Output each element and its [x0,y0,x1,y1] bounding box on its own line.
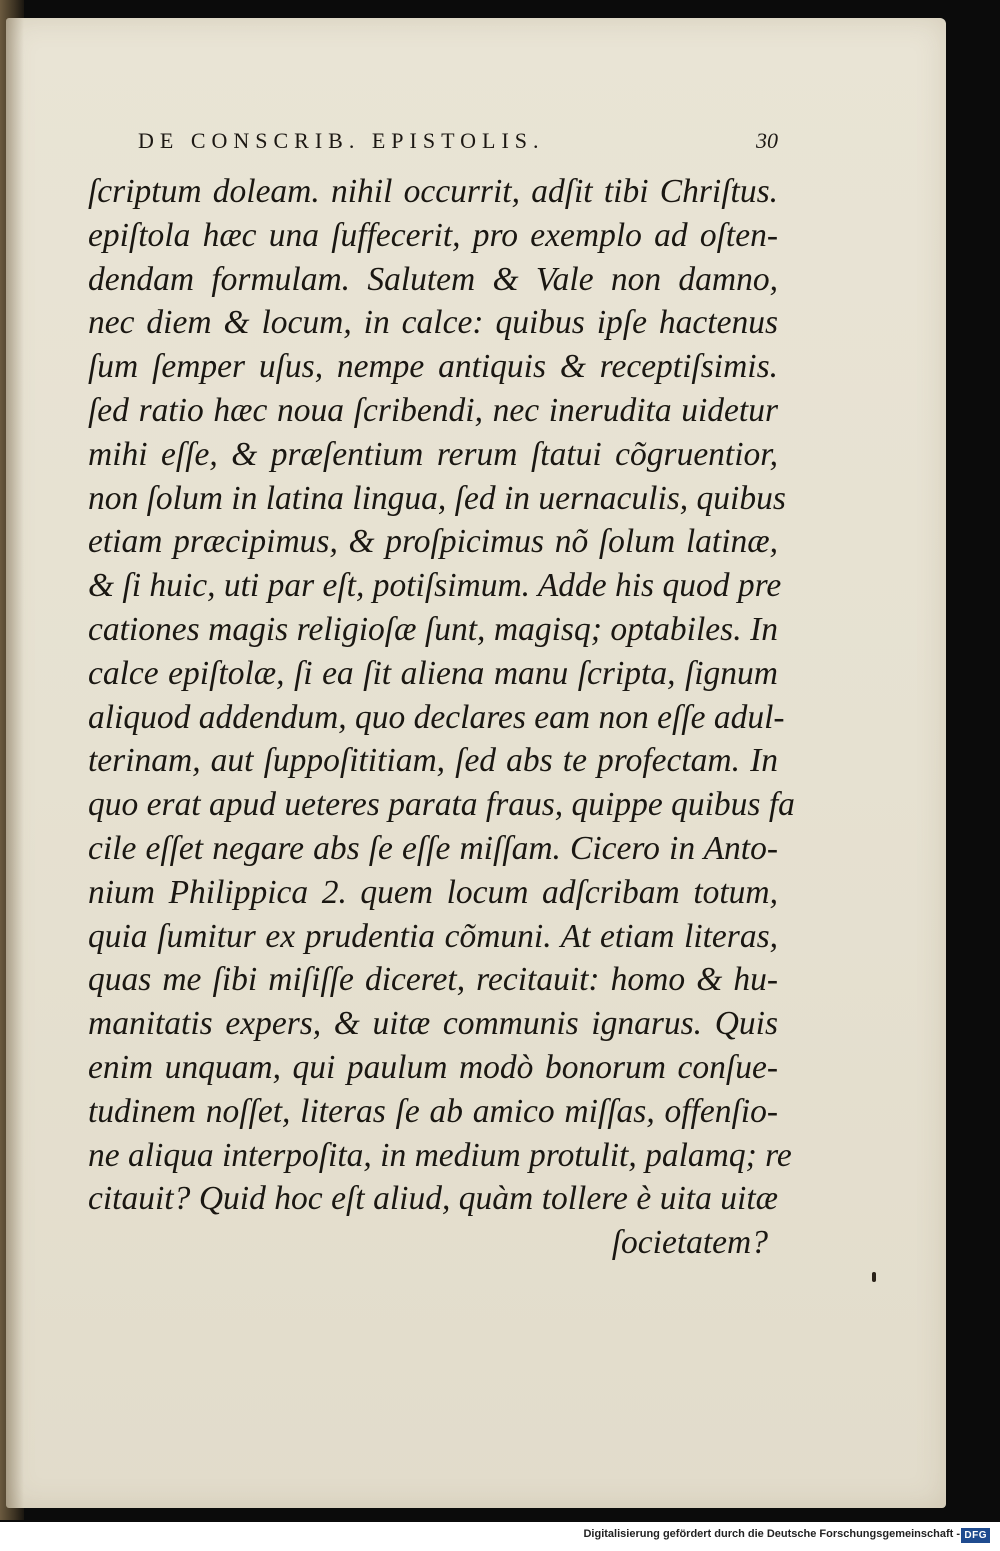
text-line: nec diem & locum, in calce: quibus ipſe hactenus [88,304,778,342]
text-line: etiam præcipimus, & proſpicimus nõ ſolum latinæ, [88,523,778,561]
text-line: non ſolum in latina lingua, ſed in uernaculis, quibus [88,479,786,517]
text-line: quo erat apud ueteres parata fraus, quippe quibus fa [88,786,795,824]
text-line: citauit? Quid hoc eſt aliud, quàm tollere è uita uitæ [88,1180,778,1218]
text-line: tudinem noſſet, literas ſe ab amico miſſas, offenſio- [88,1092,778,1130]
book-page [6,18,946,1508]
text-line: cationes magis religioſæ ſunt, magisq; optabiles. In [88,610,778,648]
body-text [88,170,795,1265]
text-line: dendam formulam. Salutem & Vale non damno, [88,260,778,298]
text-line: epiſtola hæc una ſuffecerit, pro exemplo ad oſten- [88,216,778,254]
page-number: 30 [756,128,778,153]
text-line: aliquod addendum, quo declares eam non eſſe adul- [88,698,785,736]
text-line: cile eſſet negare abs ſe eſſe miſſam. Cicero in Anto- [88,829,778,867]
running-head [138,128,778,160]
text-line: quia ſumitur ex prudentia cõmuni. At etiam literas, [88,917,778,955]
ink-speck [872,1272,876,1282]
running-title: DE CONSCRIB. EPISTOLIS. [138,128,545,153]
text-line: ſum ſemper uſus, nempe antiquis & receptiſsimis. [88,348,778,386]
text-line: manitatis expers, & uitæ communis ignarus. Quis [88,1005,778,1043]
text-line: ſed ratio hæc noua ſcribendi, nec inerudita uidetur [88,391,778,429]
digitization-footer [0,1522,1000,1551]
page-gutter-shadow [6,18,24,1508]
text-line: ſcriptum doleam. nihil occurrit, adſit tibi Chriſtus. [88,173,778,210]
text-line: ne aliqua interpoſita, in medium protulit, palamq; re [88,1136,792,1174]
text-line: & ſi huic, uti par eſt, potiſsimum. Adde his quod pre [88,567,782,605]
text-line-catchword: ſocietatem? [611,1224,768,1262]
dfg-logo-icon[interactable]: DFG [961,1528,990,1543]
text-line: quas me ſibi miſiſſe diceret, recitauit: homo & hu- [88,961,778,999]
text-line: calce epiſtolæ, ſi ea ſit aliena manu ſcripta, ſignum [88,654,778,692]
text-line: nium Philippica 2. quem locum adſcribam totum, [88,873,778,911]
funding-credit: Digitalisierung gefördert durch die Deutsche Forschungsgemeinschaft - [583,1528,960,1540]
text-line: mihi eſſe, & præſentium rerum ſtatui cõgruentior, [88,435,778,473]
text-line: enim unquam, qui paulum modò bonorum conſue- [88,1048,778,1086]
text-line: terinam, aut ſuppoſititiam, ſed abs te profectam. In [88,742,778,780]
